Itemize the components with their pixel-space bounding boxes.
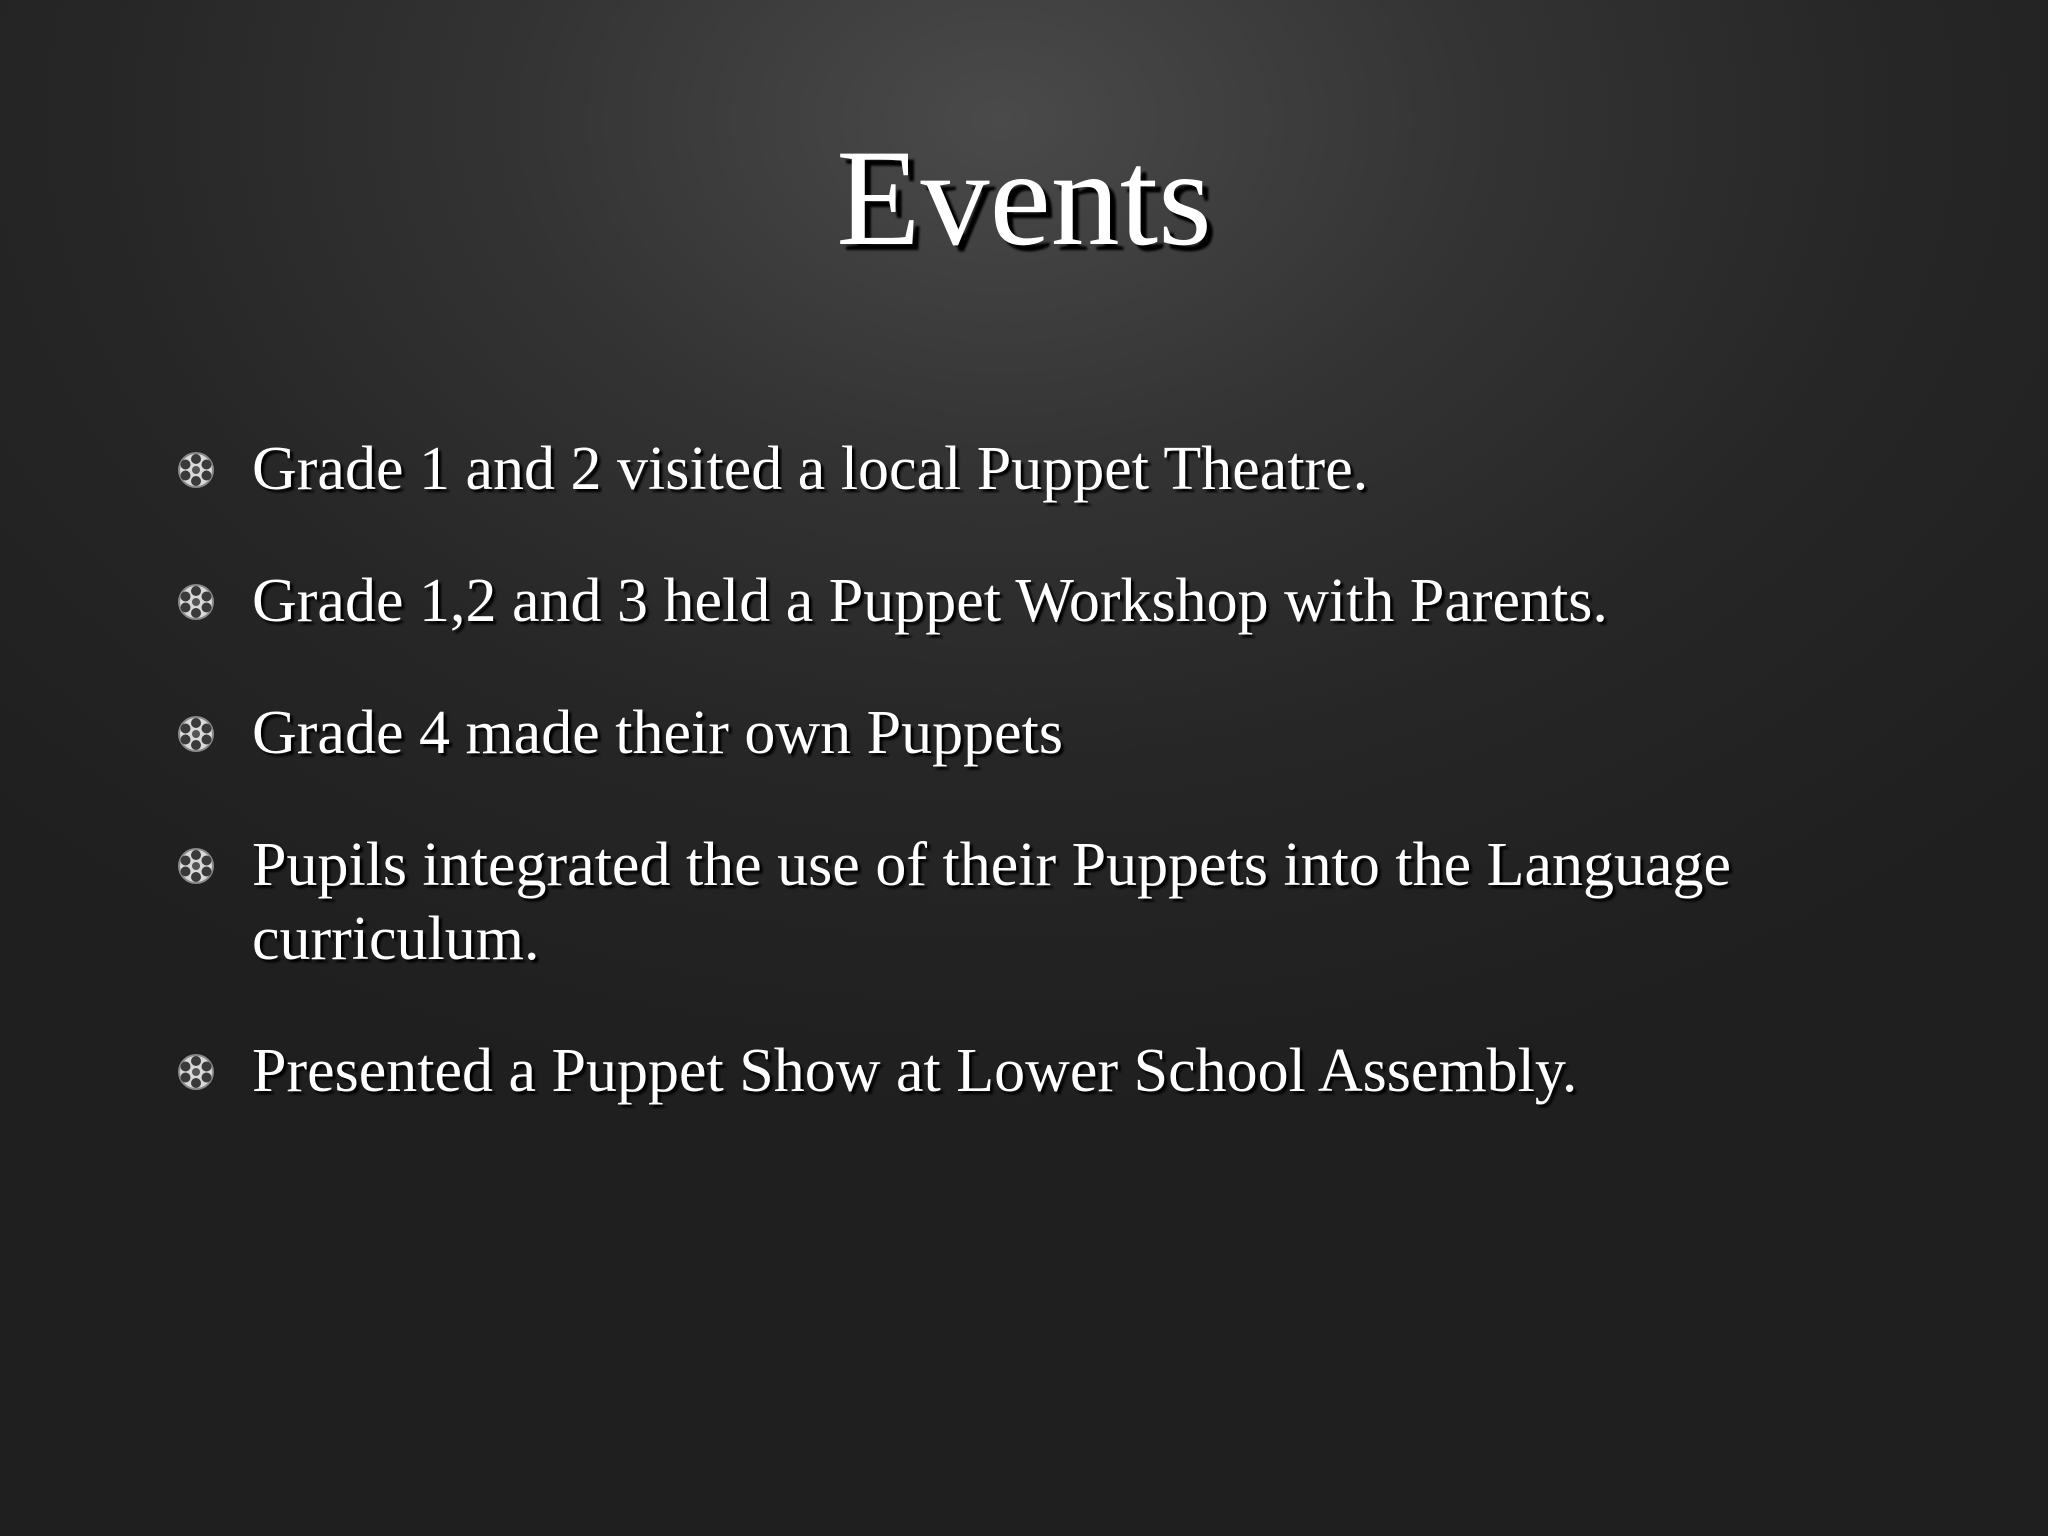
bullet-item [172,696,1892,770]
bullet-text: Presented a Puppet Show at Lower School Assembly. [252,1037,1578,1105]
bullet-text: Grade 1,2 and 3 held a Puppet Workshop with Parents. [252,567,1608,635]
bullet-text: Grade 1 and 2 visited a local Puppet Theatre. [252,435,1369,503]
film-reel-icon [176,582,216,622]
bullet-list [172,432,1892,1166]
bullet-item [172,1034,1892,1108]
bullet-text: Pupils integrated the use of their Puppets into the Language curriculum. [252,831,1732,973]
bullet-item [172,432,1892,506]
film-reel-icon [176,450,216,490]
film-reel-icon [176,1052,216,1092]
bullet-item [172,564,1892,638]
bullet-item [172,828,1892,976]
film-reel-icon [176,846,216,886]
film-reel-icon [176,714,216,754]
slide-title: Events [836,121,1212,274]
bullet-text: Grade 4 made their own Puppets [252,699,1063,767]
